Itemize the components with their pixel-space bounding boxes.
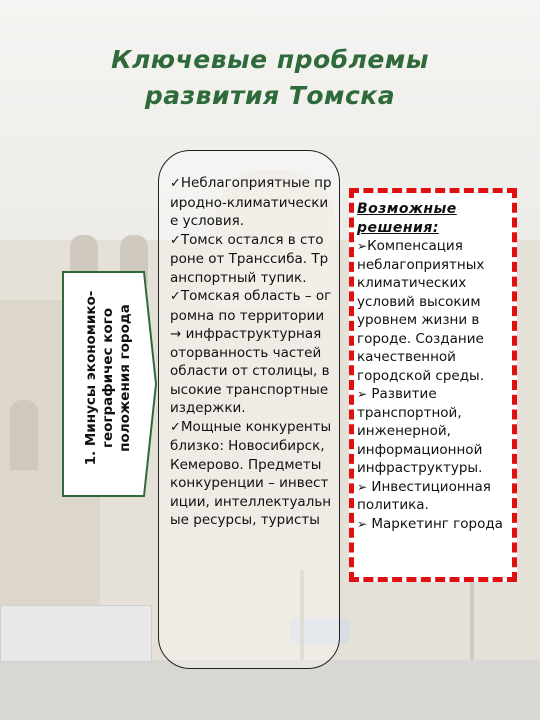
solutions-content <box>357 200 511 533</box>
title-line-1: Ключевые проблемы <box>111 45 429 74</box>
arrowhead-icon: ➢ <box>357 516 368 531</box>
problems-list <box>170 174 332 530</box>
arrowhead-icon: ➢ <box>357 387 368 401</box>
minus-arrow-text: 1. Минусы экономико-географичес кого положения города <box>82 290 133 466</box>
arrowhead-icon: ➢ <box>357 239 368 253</box>
arrowhead-icon: ➢ <box>357 479 368 494</box>
title-line-2: развития Томска <box>144 81 396 110</box>
slide-title <box>0 42 540 114</box>
solution-item: ➢ Развитие транспортной, инженерной, информационной инфраструктуры. <box>357 386 483 476</box>
minus-arrow-label <box>62 271 158 497</box>
problem-item: ✓Томск остался в стороне от Транссиба. Транспортный тупик. <box>170 231 329 286</box>
solution-item: ➢ Маркетинг города <box>357 515 503 532</box>
problem-item: ✓Неблагоприятные природно-климатические условия. <box>170 175 332 229</box>
checkmark-icon: ✓ <box>170 419 181 435</box>
problem-item: ✓Мощные конкуренты близко: Новосибирск, Кемерово. Предметы конкуренции – инвестиции, интеллектуальные ресурсы, туристы <box>170 418 332 528</box>
problem-item: ✓Томская область – огромна по территории → инфраструктурная оторванность частей области от столицы, высокие транспортные издержки. <box>170 288 332 416</box>
checkmark-icon: ✓ <box>170 176 181 191</box>
checkmark-icon: ✓ <box>170 289 181 304</box>
solution-item: ➢ Инвестиционная политика. <box>357 478 491 513</box>
solution-item: ➢Компенсация неблагоприятных климатических условий высоким уровнем жизни в городе. Создание качественной городской среды. <box>357 238 485 384</box>
checkmark-icon: ✓ <box>170 232 181 248</box>
solutions-title: Возможные решения: <box>357 201 457 236</box>
